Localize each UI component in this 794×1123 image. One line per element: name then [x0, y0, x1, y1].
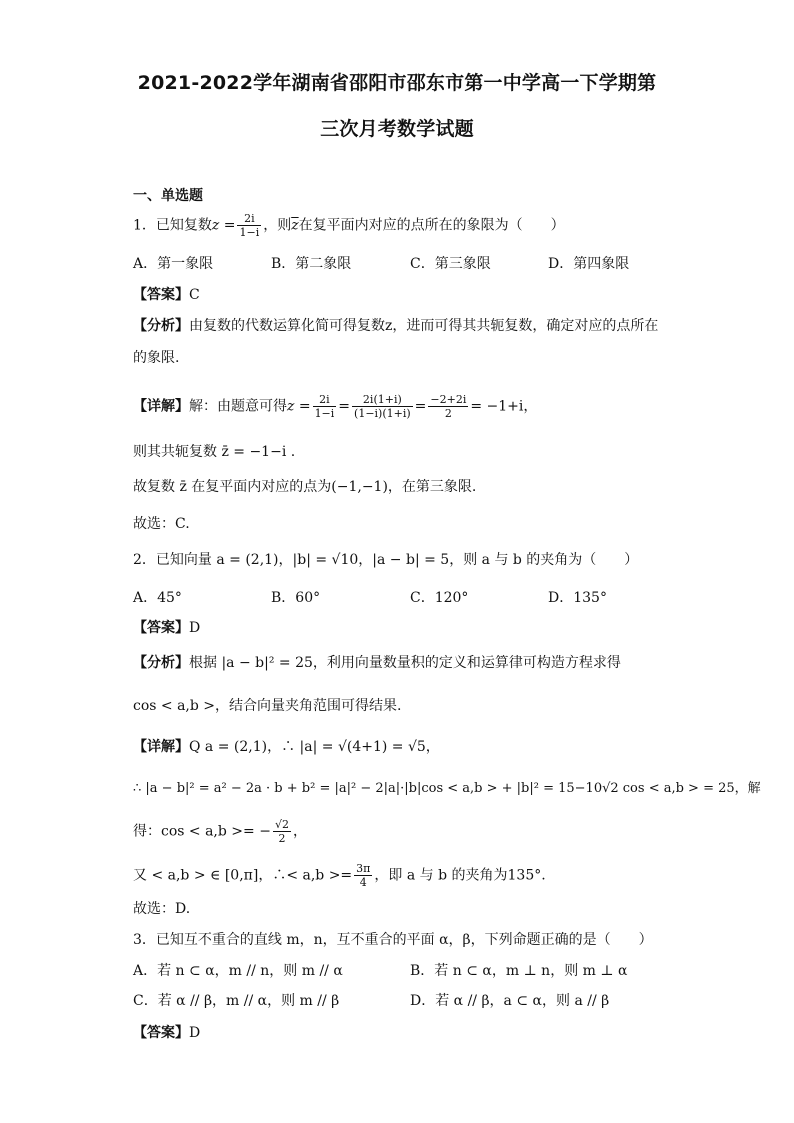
- q2-answer: 【答案】D: [133, 620, 201, 636]
- q3-option-b: B．若 n ⊂ α，m ⊥ n，则 m ⊥ α: [410, 963, 628, 979]
- q2-detail-cos: 得：cos < a,b >= − $\frac{√2}{2}$ ，: [133, 818, 307, 845]
- q2-detail: 【详解】Q a = (2,1)，∴ |a| = √(4+1) = √5，: [133, 739, 440, 755]
- q1-fraction: $\frac{2i}{1-i}$: [239, 212, 260, 239]
- q2-option-c: C．120°: [410, 590, 469, 606]
- q3-stem: 3．已知互不重合的直线 m，n，互不重合的平面 α，β，下列命题正确的是（ ）: [133, 932, 653, 948]
- q1-analysis: 【分析】由复数的代数运算化简可得复数z，进而可得其共轭复数，确定对应的点所在: [133, 318, 659, 334]
- q1-option-c: C．第三象限: [410, 256, 491, 272]
- q2-option-d: D．135°: [548, 590, 607, 606]
- q1-answer: 【答案】C: [133, 287, 200, 303]
- q1-conclusion: 故选：C.: [133, 516, 190, 532]
- q3-option-c: C．若 α // β，m // α，则 m // β: [133, 993, 340, 1009]
- q2-conclusion: 故选：D.: [133, 901, 191, 917]
- q2-option-a: A．45°: [133, 590, 182, 606]
- q2-analysis: 【分析】根据 |a − b|² = 25，利用向量数量积的定义和运算律可构造方程求得: [133, 655, 621, 671]
- q1-detail: 【详解】解：由题意可得z = $\frac{2i}{1-i}$ = $\frac{2i(1+i)}{(1-i)(1+i)}$ = $\frac{-2+2i}{2}$ = −1+i，: [133, 393, 538, 420]
- q3-option-a: A．若 n ⊂ α，m // n，则 m // α: [133, 963, 343, 979]
- q3-option-d: D．若 α // β，a ⊂ α，则 a // β: [410, 993, 610, 1009]
- q1-option-a: A．第一象限: [133, 256, 214, 272]
- q2-stem: 2．已知向量 a = (2,1)，|b| = √10，|a − b| = 5，则 a 与 b 的夹角为（ ）: [133, 552, 639, 568]
- doc-title-line1: 2021-2022学年湖南省邵阳市邵东市第一中学高一下学期第: [137, 72, 657, 94]
- q1-analysis-cont: 的象限.: [133, 350, 180, 366]
- q1-option-d: D．第四象限: [548, 256, 630, 272]
- q2-detail-expand: ∴ |a − b|² = a² − 2a · b + b² = |a|² − 2|a|·|b|cos < a,b > + |b|² = 15−10√2 cos < a,b > = 25，解: [133, 781, 761, 796]
- doc-title-line2: 三次月考数学试题: [320, 118, 474, 140]
- q2-detail-angle: 又 < a,b > ∈ [0,π]，∴< a,b >= $\frac{3\pi}{4}$ ，即 a 与 b 的夹角为135°.: [133, 862, 546, 889]
- q1-detail-point: 故复数 z̄ 在复平面内对应的点为(−1,−1)，在第三象限.: [133, 479, 477, 495]
- q2-analysis-cont: cos < a,b >，结合向量夹角范围可得结果.: [133, 698, 402, 714]
- q1-detail-conjugate: 则其共轭复数 z̄ = −1−i .: [133, 444, 296, 460]
- q3-answer: 【答案】D: [133, 1025, 201, 1041]
- section-heading: 一、单选题: [133, 188, 203, 204]
- q2-option-b: B．60°: [271, 590, 321, 606]
- q1-stem: 1．已知复数z = $\frac{2i}{1-i}$ ，则$\overline{z}$在复平面内对应的点所在的象限为（ ）: [133, 212, 565, 239]
- q1-option-b: B．第二象限: [271, 256, 352, 272]
